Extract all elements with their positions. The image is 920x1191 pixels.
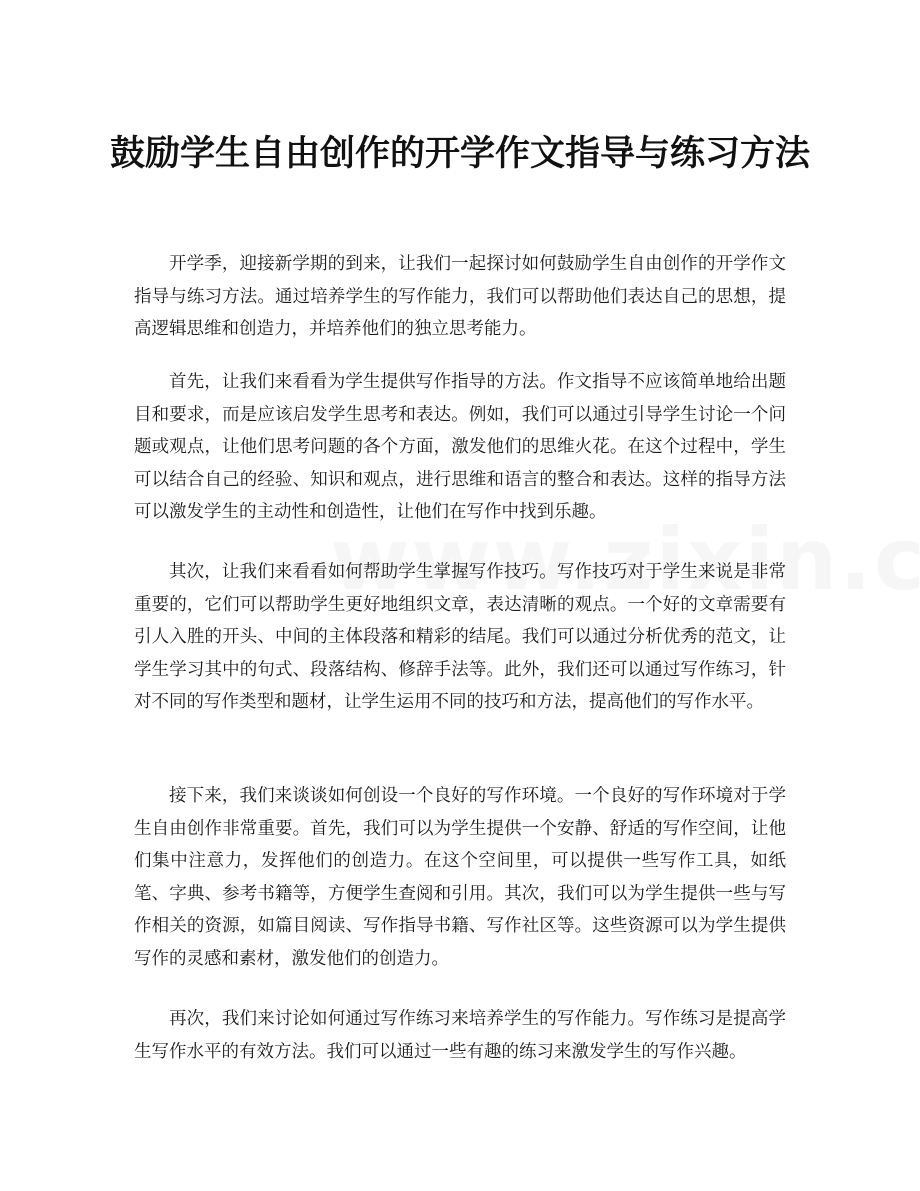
- document-title: 鼓励学生自由创作的开学作文指导与练习方法: [109, 134, 810, 175]
- paragraph-writing-guidance: 首先，让我们来看看为学生提供写作指导的方法。作文指导不应该简单地给出题目和要求，而是应该启发学生思考和表达。例如，我们可以通过引导学生讨论一个问题或观点，让他们思考问题的各个方面，激发他们的思维火花。在这个过程中，学生可以结合自己的经验、知识和观点，进行思维和语言的整合和表达。这样的指导方法可以激发学生的主动性和创造性，让他们在写作中找到乐趣。: [134, 372, 786, 522]
- paragraph-writing-environment: 接下来，我们来谈谈如何创设一个良好的写作环境。一个良好的写作环境对于学生自由创作非常重要。首先，我们可以为学生提供一个安静、舒适的写作空间，让他们集中注意力，发挥他们的创造力。在这个空间里，可以提供一些写作工具，如纸笔、字典、参考书籍等，方便学生查阅和引用。其次，我们可以为学生提供一些与写作相关的资源，如篇目阅读、写作指导书籍、写作社区等。这些资源可以为学生提供写作的灵感和素材，激发他们的创造力。: [134, 786, 786, 969]
- paragraph-writing-skills: 其次，让我们来看看如何帮助学生掌握写作技巧。写作技巧对于学生来说是非常重要的，它们可以帮助学生更好地组织文章，表达清晰的观点。一个好的文章需要有引人入胜的开头、中间的主体段落和精彩的结尾。我们可以通过分析优秀的范文，让学生学习其中的句式、段落结构、修辞手法等。此外，我们还可以通过写作练习，针对不同的写作类型和题材，让学生运用不同的技巧和方法，提高他们的写作水平。: [134, 562, 786, 712]
- paragraph-intro: 开学季，迎接新学期的到来，让我们一起探讨如何鼓励学生自由创作的开学作文指导与练习方法。通过培养学生的写作能力，我们可以帮助他们表达自己的思想，提高逻辑思维和创造力，并培养他们的独立思考能力。: [134, 254, 786, 339]
- paragraph-writing-practice: 再次，我们来讨论如何通过写作练习来培养学生的写作能力。写作练习是提高学生写作水平的有效方法。我们可以通过一些有趣的练习来激发学生的写作兴趣。: [134, 1009, 786, 1062]
